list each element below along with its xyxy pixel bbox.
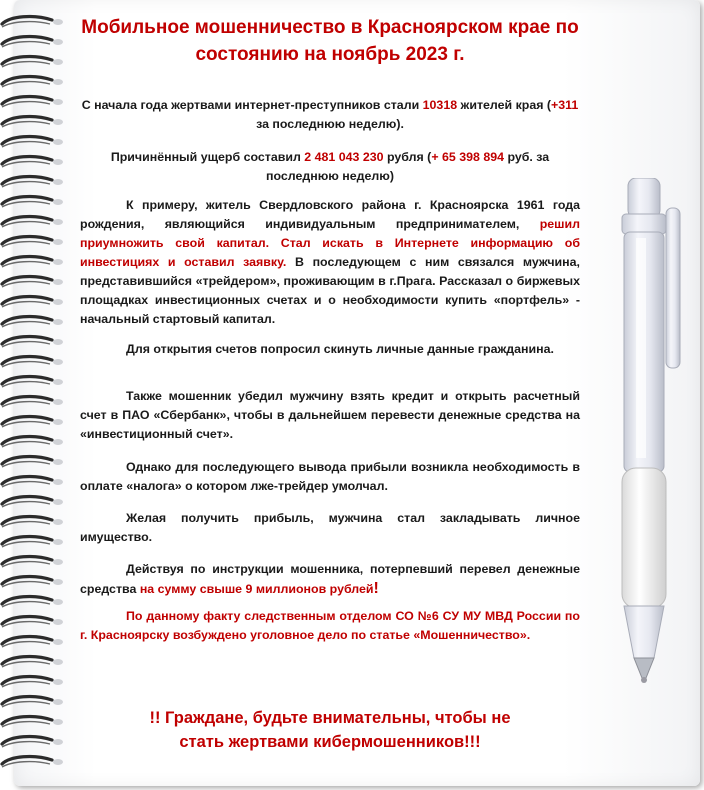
exclamation-mark: ! — [373, 580, 379, 597]
spiral-ring — [2, 717, 63, 727]
spiral-ring — [2, 557, 63, 567]
spiral-ring — [2, 757, 63, 767]
damage-week: + 65 398 894 — [431, 150, 505, 164]
damage-text: Причинённый ущерб составил — [110, 150, 305, 164]
story-paragraph-4: Однако для последующего вывода прибыли возникла необходимость в оплате «налога» о котором лже-трейдер умолчал. — [80, 460, 580, 493]
spiral-ring — [2, 97, 63, 107]
victims-text-mid: жителей края ( — [457, 98, 552, 112]
victims-count: 10318 — [422, 98, 458, 112]
spiral-ring — [2, 77, 63, 87]
warning-message — [80, 706, 580, 754]
spiral-ring — [2, 317, 63, 327]
spiral-ring — [2, 57, 63, 67]
victims-week-count: +311 — [551, 98, 579, 112]
spiral-ring — [2, 577, 63, 587]
spiral-ring — [2, 37, 63, 47]
spiral-ring — [2, 617, 63, 627]
story-p6-amount: на сумму свыше 9 миллионов рублей — [139, 582, 374, 596]
victims-text-end: за последнюю неделю). — [256, 117, 404, 131]
spiral-ring — [2, 277, 63, 287]
notice-content — [80, 0, 580, 790]
spiral-ring — [2, 377, 63, 387]
spiral-ring — [2, 337, 63, 347]
spiral-ring — [2, 697, 63, 707]
spiral-ring — [2, 357, 63, 367]
story-p1-text: К примеру, житель Свердловского района г. Красноярска 1961 года рождения, являющийся индивидуальным предпринимателем, — [80, 198, 580, 231]
pen-illustration — [600, 178, 700, 690]
damage-text-end: руб. за последнюю неделю) — [265, 150, 550, 183]
story-paragraph-2: Для открытия счетов попросил скинуть личные данные гражданина. — [126, 342, 554, 356]
criminal-case-paragraph: По данному факту следственным отделом СО №6 СУ МУ МВД России по г. Красноярску возбуждено уголовное дело по статье «Мошенничество». — [80, 609, 580, 642]
spiral-ring — [2, 597, 63, 607]
spiral-ring — [2, 177, 63, 187]
victims-paragraph — [80, 96, 580, 134]
story-paragraph-6 — [80, 560, 580, 599]
story-paragraph-3: Также мошенник убедил мужчину взять кредит и открыть расчетный счет в ПАО «Сбербанк», чтобы в дальнейшем перевести денежные средства на «инвестиционный счет». — [80, 389, 580, 441]
spiral-ring — [2, 657, 63, 667]
spiral-ring — [2, 117, 63, 127]
spiral-binding — [0, 8, 70, 778]
spiral-ring — [2, 477, 63, 487]
spiral-ring — [2, 157, 63, 167]
story-p6-text: Действуя по инструкции мошенника, потерпевший перевел денежные средства — [80, 562, 580, 596]
spiral-ring — [2, 517, 63, 527]
story-p1-end: В последующем с ним связался мужчина, представившийся «трейдером», проживающим в г.Прага. Рассказал о биржевых площадках инвестиционных счетах и о необходимости купить «портфель» - начальный стартовый капитал. — [80, 255, 580, 326]
spiral-ring — [2, 437, 63, 447]
spiral-ring — [2, 677, 63, 687]
spiral-ring — [2, 197, 63, 207]
warning-line-1: !! Граждане, будьте внимательны, чтобы не — [149, 709, 511, 727]
spiral-ring — [2, 537, 63, 547]
spiral-ring — [2, 457, 63, 467]
damage-paragraph — [80, 148, 580, 186]
spiral-ring — [2, 417, 63, 427]
spiral-ring — [2, 637, 63, 647]
story-paragraph-5: Желая получить прибыль, мужчина стал закладывать личное имущество. — [80, 511, 580, 544]
story-paragraph-1 — [80, 196, 580, 329]
warning-line-2: стать жертвами кибермошенников!!! — [179, 733, 481, 751]
story-p1-highlight: решил приумножить свой капитал. Стал искать в Интернете информацию об инвестициях и оставил заявку. — [80, 217, 580, 269]
spiral-ring — [2, 297, 63, 307]
spiral-ring — [2, 497, 63, 507]
spiral-ring — [2, 17, 63, 27]
damage-total: 2 481 043 230 — [304, 150, 384, 164]
spiral-ring — [2, 257, 63, 267]
spiral-ring — [2, 237, 63, 247]
spiral-ring — [2, 397, 63, 407]
damage-text-mid: рубля ( — [383, 150, 432, 164]
spiral-ring — [2, 137, 63, 147]
page-title: Мобильное мошенничество в Красноярском крае по состоянию на ноябрь 2023 г. — [81, 17, 579, 65]
spiral-ring — [2, 737, 63, 747]
spiral-ring — [2, 217, 63, 227]
victims-text: С начала года жертвами интернет-преступников стали — [81, 98, 423, 112]
